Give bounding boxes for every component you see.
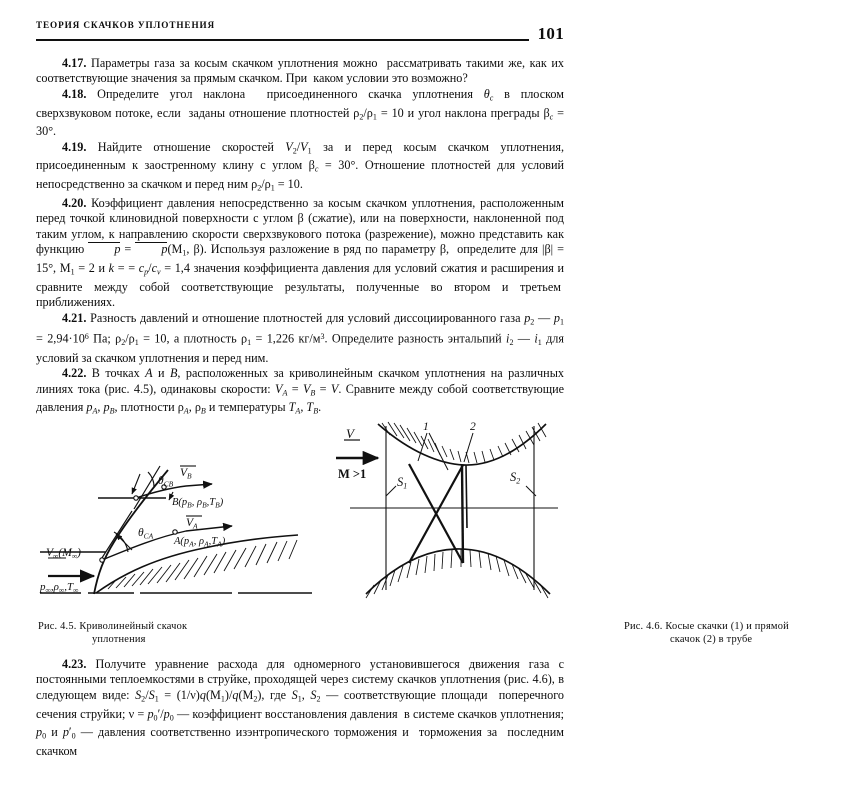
problem-4-23: 4.23. Получите уравнение расхода для одномерного установившегося движения газа с постоянными теплоемкостями в струйке, проходящей через систему скачков уплотнения (рис. 4.6), в следующем виде: $S_2/S_1 = (1/\nu)q(M_1)/q(M_2)$, где $S_1$, $S_2$ — соответствующие площади поперечного сечения струйки; $\nu = p_0'/p_0$ — коэффициент восстановления давления в системе скачков уплотнения; $p_0$ и $p'_0$ — давления соответственно изэнтропического торможения и торможения за последним скачком [36,657,565,759]
problem-number: 4.23. [62,657,87,671]
running-head [36,20,564,48]
label-velocity-a: $V_A$ [186,517,198,531]
figure-4-6-drawing [330,408,564,613]
problem-number: 4.18. [62,86,87,101]
problem-number: 4.20. [62,195,87,210]
problem-4-18: 4.18. Определите угол наклона присоединенного скачка уплотнения $\theta_c$ в плоском сверхзвуковом потоке, если заданы отношение плотностей $\rho_2/\rho_1 = 10$ и угол наклона преграды $\beta_c = 30^\circ$. [36,86,565,139]
label-mach-condition: M >1 [338,467,367,481]
figure-row [36,408,789,653]
figure-4-6-caption [624,620,858,646]
normal-shock-secondary [466,465,467,528]
caption-line-1: Рис. 4.6. Косые скачки (1) и прямой [624,621,789,632]
label-theta-cb: $\theta_{CB}$ [158,475,174,489]
figure-4-5 [36,408,316,645]
label-point-b: $B(p_B$, $\rho_B,T_B$) [172,497,224,510]
point-shock-b-marker [134,496,138,500]
caption-line-1: Рис. 4.5. Криволинейный скачок [38,621,188,632]
problem-4-19: 4.19. Найдите отношение скоростей $V_2/V_1$ за и перед косым скачком уплотнения, присоединенным к заостренному клину с углом $\beta_c = 30^\circ$. Отношение плотностей для условий непосредственно за скачком и перед ним $\rho_2/\rho_1 = 10$. [36,139,564,193]
label-theta-ca: $\theta_{CA}$ [138,527,154,541]
problem-number: 4.19. [62,139,87,154]
surface-hatching [108,540,297,589]
problem-4-21: 4.21. Разность давлений и отношение плотностей для условий диссоциированного газа $p_2$ — $p_1 = 2,94\cdot 10^6$ Па; $\rho_2/\rho_1 = 10$, а плотность $\rho_1 = 1,226$ $кг/м^3$. Определите разность энтальпий $i_2$ — $i_1$ для условий за скачком уплотнения и перед ним. [36,310,565,365]
figure-4-6 [330,408,789,645]
problem-number: 4.21. [62,310,87,325]
point-stagnation-marker [100,558,104,562]
problem-list-lower [36,657,564,759]
problem-4-22: 4.22. В точках A и B, расположенных за криволинейным скачком уплотнения на различных линиях тока (рис. 4.5), одинаковы скорости: $V_A = V_B = V$. Сравните между собой соответствующие давления $p_A$, $p_B$, плотности $\rho_A$, $\rho_B$ и температуры $T_A$, $T_B$. [36,366,565,416]
label-freestream-state: $p_\infty,\rho_\infty,T_\infty$ [40,581,79,595]
problem-list-upper [36,56,564,419]
running-head-title: ТЕОРИЯ СКАЧКОВ УПЛОТНЕНИЯ [36,19,216,30]
normal-shock [462,465,463,563]
figure-4-5-drawing [36,408,316,613]
upper-wall-hatching [382,422,546,463]
label-freestream-velocity: $V_\infty(M_\infty)$ [46,547,82,561]
page-number: 101 [537,24,564,43]
label-point-a: $A(p_A$, $\rho_A,T_A$) [174,536,226,549]
curved-shock-wave [94,470,168,594]
point-a-marker [173,530,177,534]
problem-number: 4.22. [62,366,87,381]
caption-line-2: скачок (2) в трубе [670,634,753,645]
s1-leader [386,486,396,496]
label-shock-1: 1 [423,421,429,433]
label-area-s2: $S_2$ [510,470,521,486]
lower-wall-hatching [366,549,548,598]
problem-4-20: 4.20. Коэффициент давления непосредственно за косым скачком уплотнения, расположенным перед точкой клиновидной поверхности с углом β (сжатие), или на поверхности, наклоненной под таким углом, к направлению скорости сверхзвукового потока (разрежение), можно представить как функцию $p = p(M_1$, β). Используя разложение в ряд по параметру β, определите для |β| = 15°, $M_1 = 2$ и k = = $c_p/c_v = 1,4$ значения коэффициента давления для условий сжатия и расширения и сравните между собой соответствующие результаты, полученные во втором и третьем приближениях. [36,195,564,310]
figure-4-5-caption [38,620,300,646]
angle-pointer-cb [132,474,140,494]
caption-line-2: уплотнения [92,634,146,645]
label-velocity-v: V [346,426,354,441]
label-velocity-b: $V_B$ [180,467,192,481]
angle-pointer-ca [116,534,132,550]
problem-number: 4.17. [62,56,87,70]
shock-normals [100,466,160,561]
problem-4-17: 4.17. Параметры газа за косым скачком уплотнения можно рассматривать такими же, как их соответствующие значения за прямым скачком. При каком условии это возможно? [36,56,564,86]
header-rule [36,39,529,41]
label-area-s1: $S_1$ [397,475,408,491]
label-shock-2: 2 [470,421,476,433]
